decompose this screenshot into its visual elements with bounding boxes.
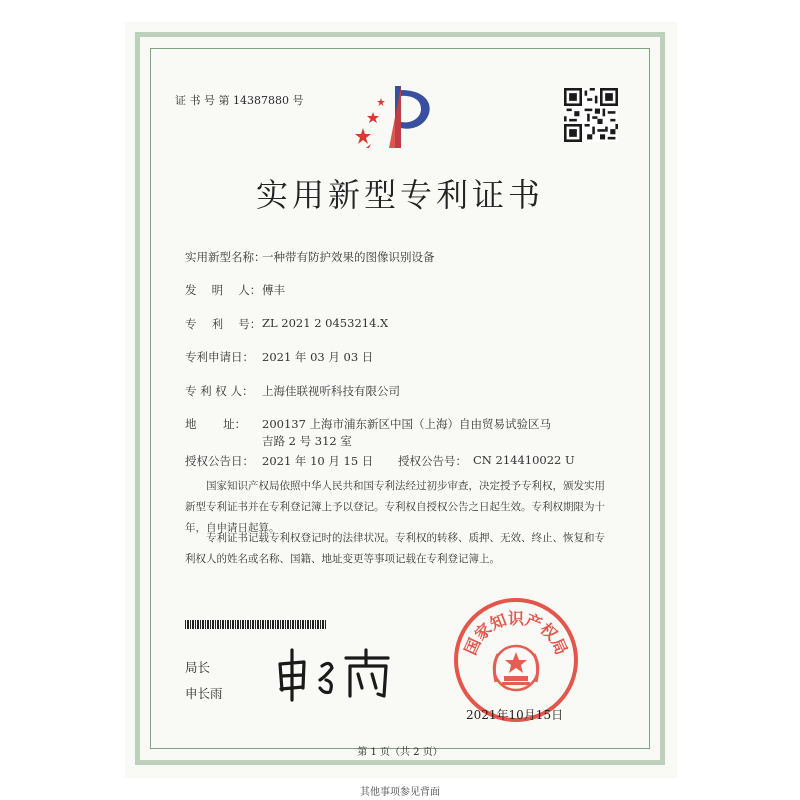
field-value-grant-number: CN 214410022 U xyxy=(473,453,575,467)
field-label-name: 实用新型名称： xyxy=(185,250,266,264)
field-label-grant-number: 授权公告号： xyxy=(398,454,467,468)
legal-paragraph-1: 国家知识产权局依照中华人民共和国专利法经过初步审查，决定授予专利权，颁发实用新型专利证书并在专利登记簿上予以登记。专利权自授权公告之日起生效。专利权期限为十年，自申请日起算。 xyxy=(185,480,605,534)
page-indicator: 第 1 页（共 2 页） xyxy=(357,747,443,758)
footer-note: 其他事项参见背面 xyxy=(360,787,440,798)
director-title: 局长 xyxy=(185,660,211,675)
certificate-title: 实用新型专利证书 xyxy=(255,176,544,214)
cnipa-logo-icon xyxy=(355,82,437,152)
qr-code-icon xyxy=(564,88,618,142)
field-label-patent-no: 专 利 号： xyxy=(185,317,262,331)
field-value-name: 一种带有防护效果的图像识别设备 xyxy=(262,250,435,264)
field-value-patent-no: ZL 2021 2 0453214.X xyxy=(262,316,389,330)
legal-paragraph-2: 专利证书记载专利权登记时的法律状况。专利权的转移、质押、无效、终止、恢复和专利权人的姓名或名称、国籍、地址变更等事项记载在专利登记簿上。 xyxy=(185,532,605,565)
seal-text: 国家知识产权局 xyxy=(460,609,572,658)
certificate-number: 证 书 号 第 14387880 号 xyxy=(175,94,304,107)
director-signature xyxy=(270,644,400,704)
field-label-application-date: 专利申请日： xyxy=(185,350,254,364)
field-value-application-date: 2021 年 03 月 03 日 xyxy=(262,350,374,364)
field-value-inventor: 傅丰 xyxy=(262,283,285,297)
seal-date: 2021年10月15日 xyxy=(466,708,564,722)
field-value-address-line1: 200137 上海市浦东新区中国（上海）自由贸易试验区马 xyxy=(262,417,552,431)
field-label-patentee: 专 利 权 人： xyxy=(185,384,254,398)
field-value-patentee: 上海佳联视听科技有限公司 xyxy=(262,384,400,398)
field-value-grant-date: 2021 年 10 月 15 日 xyxy=(262,454,374,468)
director-name: 申长雨 xyxy=(185,686,223,701)
field-value-address-line2: 吉路 2 号 312 室 xyxy=(262,434,352,448)
field-label-address: 地 址： xyxy=(185,417,247,431)
national-emblem-icon xyxy=(494,646,538,690)
field-label-inventor: 发 明 人： xyxy=(185,283,262,297)
barcode-icon xyxy=(185,620,327,629)
official-seal xyxy=(452,596,580,724)
field-label-grant-date: 授权公告日： xyxy=(185,454,254,468)
